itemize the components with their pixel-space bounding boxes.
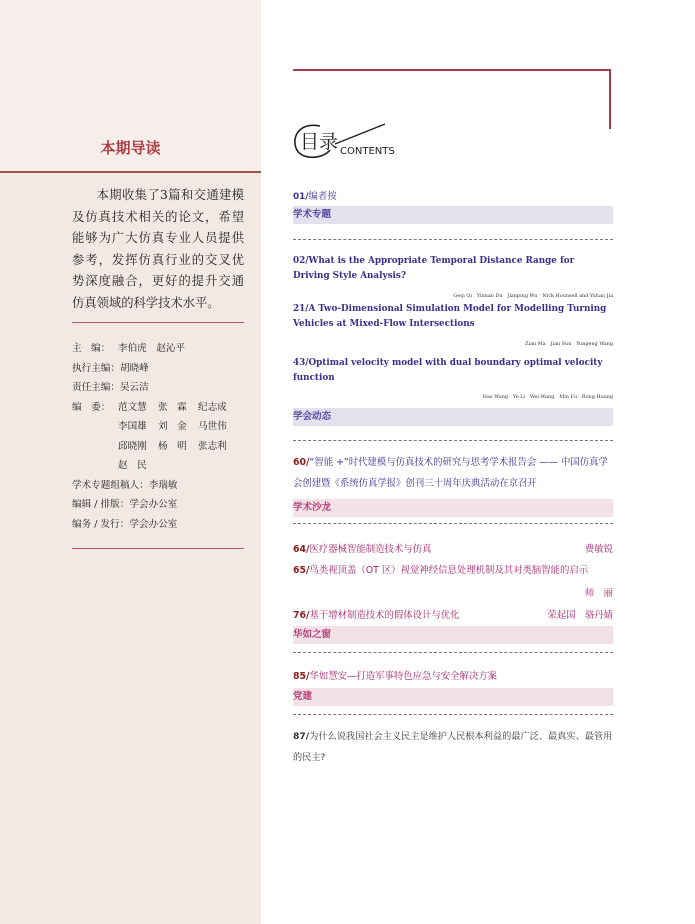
staff-row: 主 编： 李伯虎 赵沁平 (72, 343, 186, 354)
dashed-divider (293, 523, 613, 524)
left-panel (0, 0, 261, 924)
toc-entry-paper[interactable]: 21/A Two-Dimensional Simulation Model for Modelling Turning Vehicles at Mixed-Flow Intersections (293, 304, 607, 329)
dashed-divider (293, 239, 613, 240)
section-header-huaru: 华如之窗 (293, 626, 613, 644)
toc-entry-paper[interactable]: 02/What is the Appropriate Temporal Distance Range for Driving Style Analysis? (293, 256, 575, 281)
dashed-divider (293, 652, 613, 653)
left-header (0, 0, 261, 173)
toc-entry-paper[interactable]: 43/Optimal velocity model with dual boundary optimal velocity function (293, 358, 603, 383)
logo-contents: ONTENTS (347, 146, 395, 157)
section-header-news: 学会动态 (293, 408, 613, 426)
section-header-party: 党建 (293, 688, 613, 706)
divider (72, 548, 244, 549)
toc-entry-party[interactable]: 87/为什么说我国社会主义民主是维护人民根本利益的最广泛、最真实、最管用的民主? (293, 731, 613, 763)
paper-authors: Geqi Qi Yinnan Du Jianping Wu Nick Hounsell and Yuhan Jia (453, 293, 613, 299)
section-header-salon: 学术沙龙 (293, 499, 613, 517)
salon-author: 师 丽 (584, 588, 613, 599)
intro-text: 本期收集了3篇和交通建模及仿真技术相关的论文，希望能够为广大仿真专业人员提供参考，发挥仿真行业的交叉优势深度融合，更好的提升交通仿真领域的科学技术水平。 (72, 188, 244, 310)
toc-entry-huaru[interactable]: 85/华如慧安—打造军事特色应急与安全解决方案 (293, 671, 497, 682)
logo-c: C (340, 146, 347, 157)
editorial-board: 编 委： 范文慧 张 霖 纪志成 李国雄 刘 金 马世伟 邱晓刚 杨 明 张志利 赵 民 (72, 401, 227, 471)
staff-row: 学术专题组稿人： 李瑞敏 (72, 479, 178, 491)
logo-line (335, 124, 385, 144)
intro-heading: 本期导读 (100, 139, 161, 157)
dashed-divider (293, 440, 613, 441)
staff-list (72, 340, 252, 535)
logo-mulu: 目录 (300, 131, 339, 153)
section-header-academic: 学术专题 (293, 206, 613, 224)
staff-row: 编辑 / 排版： 学会办公室 (72, 499, 178, 510)
toc-entry-salon[interactable]: 76/基于增材制造技术的假体设计与优化 荣起国 骆丹婧 (293, 610, 613, 621)
staff-row: 执行主编： 胡晓峰 (72, 362, 149, 374)
toc-entry-salon[interactable]: 65/鸟类视顶盖（OT 区）视觉神经信息处理机制及其对类脑智能的启示 (293, 565, 589, 576)
staff-row: 责任主编： 吴云洁 (72, 382, 149, 393)
paper-authors: Hao Wang Ye Li Wei Wang Min Fu Rong Huang (482, 394, 613, 400)
dashed-divider (293, 714, 613, 715)
toc-entry-editor[interactable]: 01/编者按 (293, 191, 337, 202)
toc-entry-salon[interactable]: 64/医疗器械智能制造技术与仿真 费敏锐 (293, 544, 613, 555)
divider (72, 322, 244, 323)
toc-entry-news[interactable]: 60/“智能 +”时代建模与仿真技术的研究与思考学术报告会 —— 中国仿真学会创建暨《系统仿真学报》创刊三十周年庆典活动在京召开 (293, 457, 608, 489)
contents-logo (290, 120, 420, 162)
paper-authors: Zian Ma Jian Sun Yunpeng Wang (525, 341, 613, 347)
staff-row: 编务 / 发行： 学会办公室 (72, 518, 178, 530)
